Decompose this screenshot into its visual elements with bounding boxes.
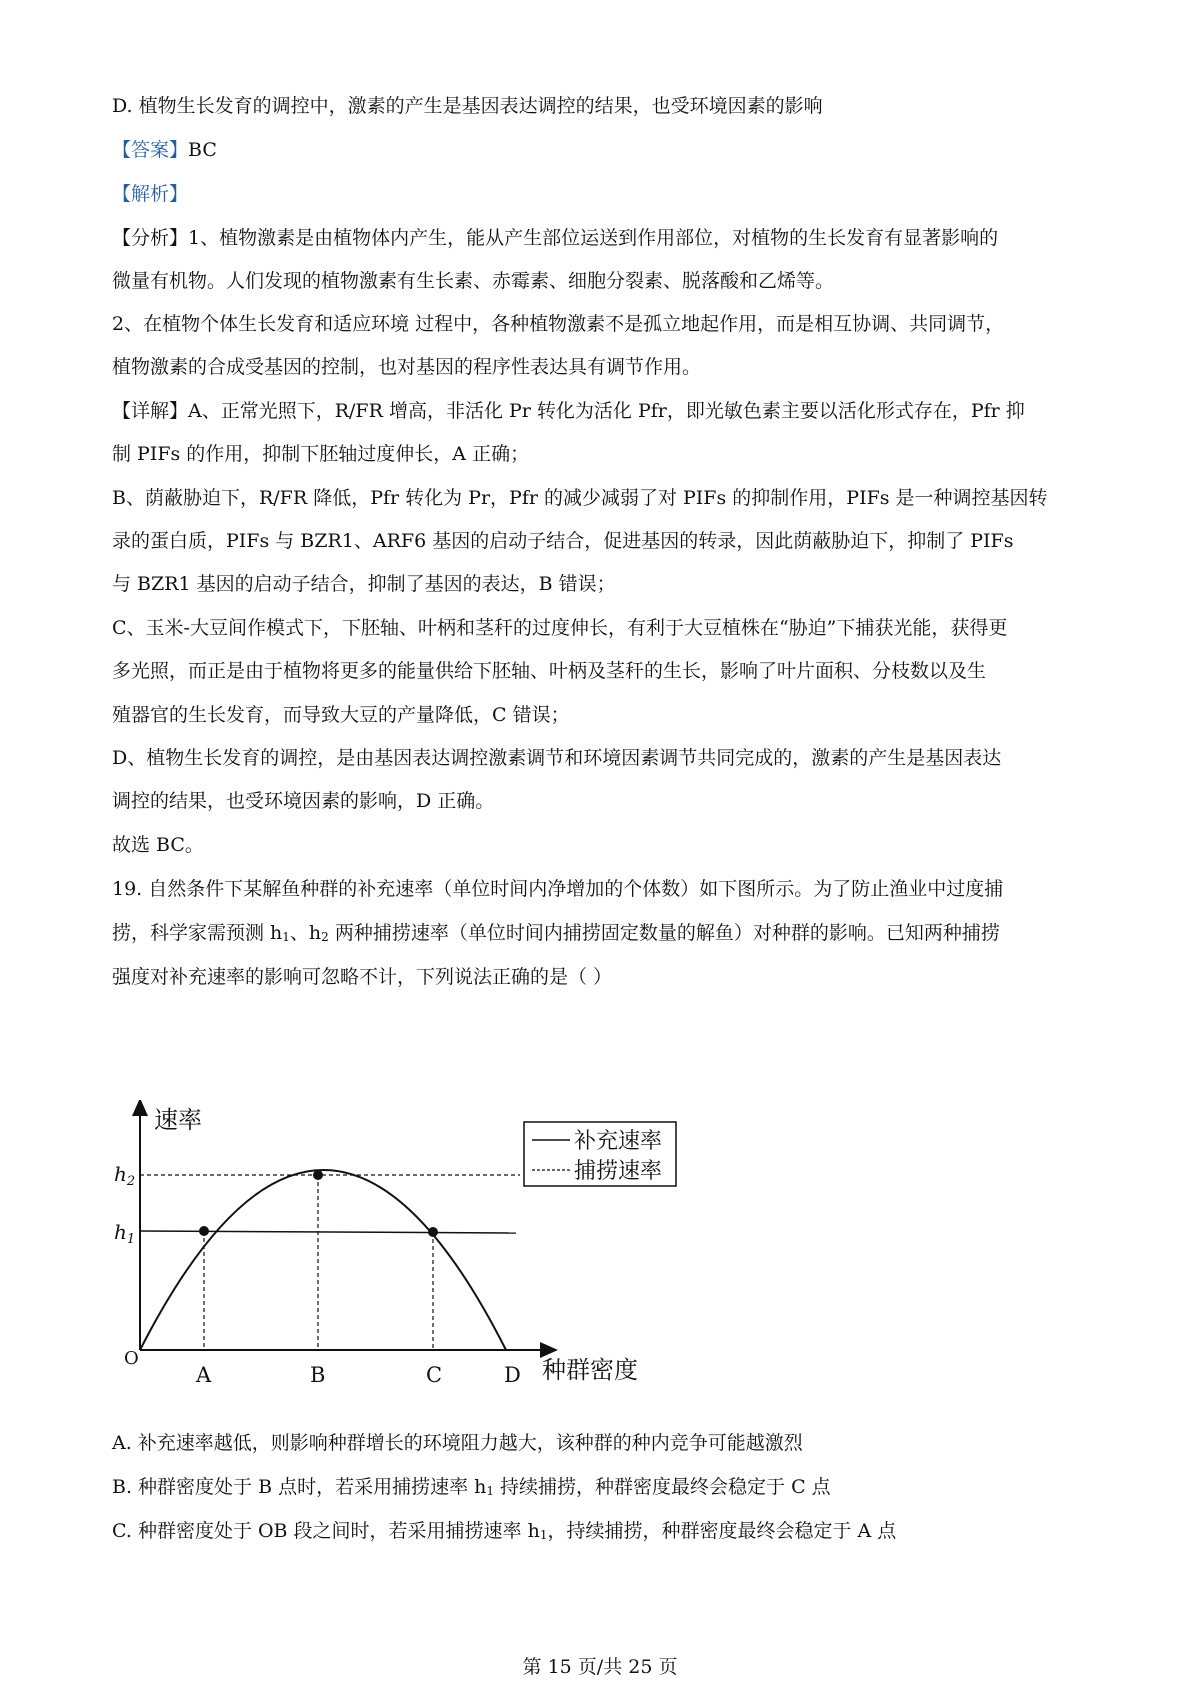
q19-text-c: 、h xyxy=(289,922,322,944)
y-tick-h2: $h_2$ xyxy=(114,1162,136,1189)
q19-line-2 xyxy=(112,920,1102,950)
y-tick-h1-sub: 1 xyxy=(126,1232,136,1247)
xiangjie-line-8: 殖器官的生长发育，而导致大豆的产量降低，C 错误； xyxy=(112,704,570,726)
origin-label: O xyxy=(124,1348,139,1369)
legend-entry-harvest: 捕捞速率 xyxy=(574,1159,663,1184)
point-b xyxy=(313,1170,323,1180)
xiangjie-line-7: 多光照，而正是由于植物将更多的能量供给下胚轴、叶柄及茎秆的生长，影响了叶片面积、分枝数以及生 xyxy=(112,660,987,682)
option-b-text-1: B. 种群密度处于 B 点时，若采用捕捞速率 h xyxy=(112,1476,487,1498)
analysis-tag: 【解析】 xyxy=(112,183,189,205)
option-c-sub: 1 xyxy=(539,1528,548,1542)
answer-tag: 【答案】 xyxy=(112,139,189,161)
q19-sub-1: 1 xyxy=(282,930,290,944)
q19-text-a: 捞，科学家需预测 h xyxy=(112,922,283,944)
option-c-text-1: C. 种群密度处于 OB 段之间时，若采用捕捞速率 h xyxy=(112,1520,540,1542)
point-a xyxy=(199,1226,209,1236)
y-tick-h2-sub: 2 xyxy=(126,1174,136,1189)
fenxi-line-3: 2、在植物个体生长发育和适应环境 过程中，各种植物激素不是孤立地起作用，而是相互协调、共同调节， xyxy=(112,313,1005,335)
y-axis-label: 速率 xyxy=(154,1106,202,1134)
x-tick-d: D xyxy=(504,1363,521,1387)
option-c xyxy=(112,1518,1102,1548)
fenxi-line-2: 微量有机物。人们发现的植物激素有生长素、赤霉素、细胞分裂素、脱落酸和乙烯等。 xyxy=(112,270,835,292)
legend-entry-recruitment: 补充速率 xyxy=(574,1129,663,1154)
x-tick-a: A xyxy=(196,1363,212,1387)
x-tick-c: C xyxy=(426,1363,443,1387)
q19-sub-2: 2 xyxy=(321,930,329,944)
xiangjie-line-1: 【详解】A、正常光照下，R/FR 增高，非活化 Pr 转化为活化 Pfr，即光敏色素主要以活化形式存在，Pfr 抑 xyxy=(112,400,1025,422)
xiangjie-line-10: 调控的结果，也受环境因素的影响，D 正确。 xyxy=(112,790,495,812)
answer-line xyxy=(112,137,1102,163)
fenxi-line-1: 【分析】1、植物激素是由植物体内产生，能从产生部位运送到作用部位，对植物的生长发育有显著影响的 xyxy=(112,227,999,249)
q19-text-e: 两种捕捞速率（单位时间内捕捞固定数量的解鱼）对种群的影响。已知两种捕捞 xyxy=(328,922,1000,944)
population-rate-chart xyxy=(110,1100,750,1400)
xiangjie-line-5: 与 BZR1 基因的启动子结合，抑制了基因的表达，B 错误； xyxy=(112,573,616,595)
option-b-sub: 1 xyxy=(486,1484,495,1498)
y-tick-h1: $h_1$ xyxy=(114,1220,136,1247)
q19-line-3: 强度对补充速率的影响可忽略不计，下列说法正确的是（ ） xyxy=(112,966,613,988)
x-axis-label: 种群密度 xyxy=(542,1356,638,1384)
xiangjie-line-3: B、荫蔽胁迫下，R/FR 降低，Pfr 转化为 Pr，Pfr 的减少减弱了对 PIFs 的抑制作用，PIFs 是一种调控基因转 xyxy=(112,487,1048,509)
option-c-text-2: ，持续捕捞，种群密度最终会稳定于 A 点 xyxy=(547,1520,897,1542)
xiangjie-line-2: 制 PIFs 的作用，抑制下胚轴过度伸长，A 正确； xyxy=(112,443,530,465)
option-a: A. 补充速率越低，则影响种群增长的环境阻力越大，该种群的种内竞争可能越激烈 xyxy=(112,1432,803,1454)
harvest-line-h1 xyxy=(140,1231,516,1233)
q19-line-1: 19. 自然条件下某解鱼种群的补充速率（单位时间内净增加的个体数）如下图所示。为了防止渔业中过度捕 xyxy=(112,878,1004,900)
page-footer: 第 15 页/共 25 页 xyxy=(522,1656,678,1678)
point-c xyxy=(428,1227,438,1237)
x-tick-b: B xyxy=(310,1363,326,1387)
recruitment-curve xyxy=(140,1170,506,1350)
xiangjie-line-4: 录的蛋白质，PIFs 与 BZR1、ARF6 基因的启动子结合，促进基因的转录，因此荫蔽胁迫下，抑制了 PIFs xyxy=(112,530,1014,552)
option-b xyxy=(112,1474,1102,1504)
xiangjie-line-6: C、玉米-大豆间作模式下，下胚轴、叶柄和茎秆的过度伸长，有利于大豆植株在“胁迫”下捕获光能，获得更 xyxy=(112,617,1008,639)
option-b-text-2: 持续捕捞，种群密度最终会稳定于 C 点 xyxy=(494,1476,831,1498)
xiangjie-line-9: D、植物生长发育的调控，是由基因表达调控激素调节和环境因素调节共同完成的，激素的产生是基因表达 xyxy=(112,747,1002,769)
prev-option-d: D. 植物生长发育的调控中，激素的产生是基因表达调控的结果，也受环境因素的影响 xyxy=(112,95,823,117)
answer-value: BC xyxy=(188,139,217,161)
choose-line: 故选 BC。 xyxy=(112,834,204,856)
fenxi-line-4: 植物激素的合成受基因的控制，也对基因的程序性表达具有调节作用。 xyxy=(112,356,702,378)
